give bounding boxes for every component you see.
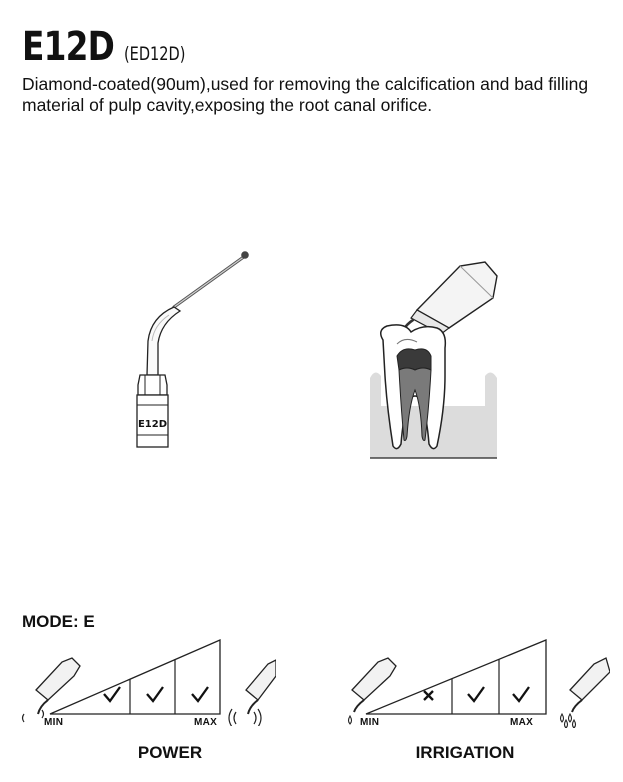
- tip-illustration: [125, 245, 260, 455]
- product-title: [22, 24, 196, 70]
- irrigation-scale: [338, 636, 610, 728]
- power-min-label: MIN: [44, 717, 64, 728]
- model-name: E12D: [22, 24, 115, 70]
- irrigation-min-label: MIN: [360, 717, 380, 728]
- mode-label: MODE: E: [22, 612, 95, 631]
- power-caption: POWER: [137, 743, 203, 762]
- product-description: Diamond-coated(90um),used for removing the calcification and bad filling material of pulp cavity,exposing the root canal orifice.: [22, 74, 589, 115]
- tooth-illustration: [365, 258, 505, 463]
- tip-engraving: E12D: [137, 419, 168, 430]
- power-scale: [14, 636, 276, 726]
- handpiece-vibration-max-icon: [229, 660, 276, 726]
- handpiece-drops-max-icon: [561, 658, 611, 728]
- model-code: (ED12D): [124, 43, 186, 65]
- irrigation-caption: IRRIGATION: [415, 743, 515, 762]
- irrigation-max-label: MAX: [510, 717, 534, 728]
- power-max-label: MAX: [194, 717, 218, 728]
